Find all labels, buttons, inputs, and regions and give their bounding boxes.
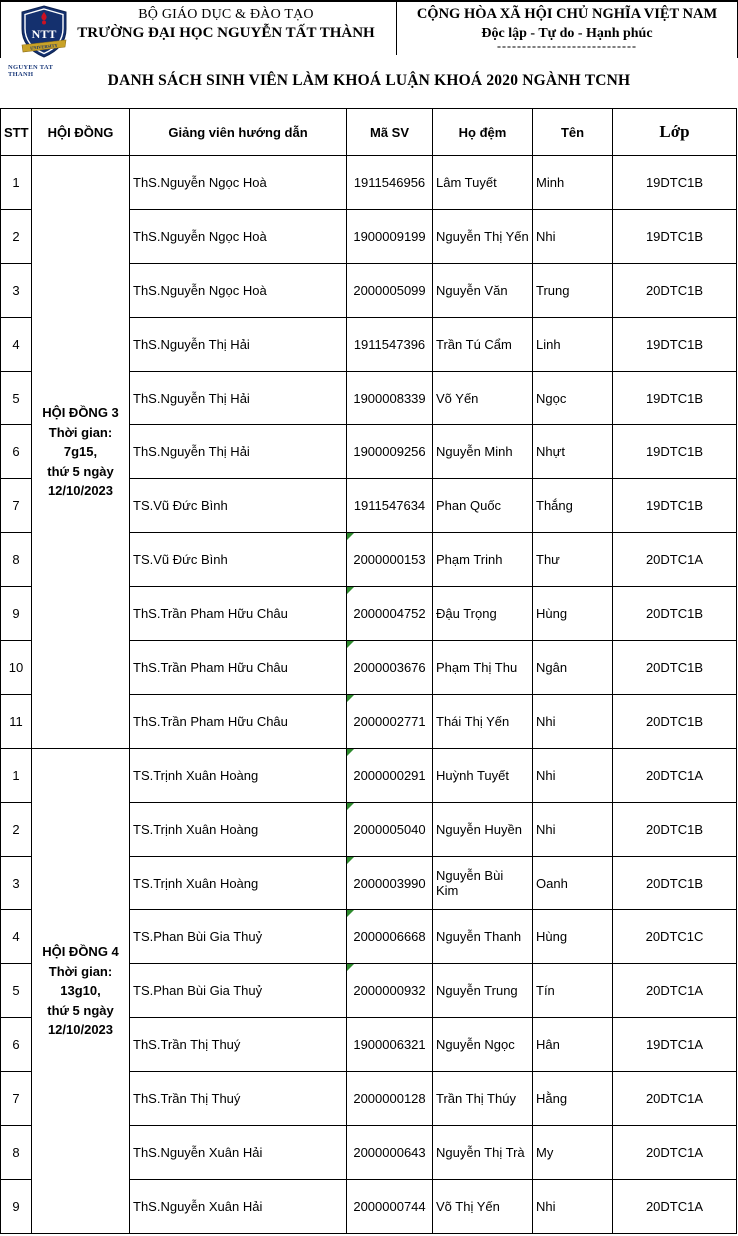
- firstname-cell: Nhi: [533, 1179, 613, 1233]
- error-flag-icon: [347, 749, 354, 756]
- letterhead: [0, 0, 738, 78]
- stt-cell: 6: [1, 425, 32, 479]
- stt-cell: 2: [1, 209, 32, 263]
- class-cell: 20DTC1C: [613, 910, 737, 964]
- council-cell: [32, 748, 130, 1233]
- advisor-cell: ThS.Nguyễn Thị Hải: [130, 425, 347, 479]
- student-id-cell: 2000005099: [347, 263, 433, 317]
- error-flag-icon: [347, 533, 354, 540]
- republic-block: [397, 6, 737, 53]
- error-flag-icon: [347, 910, 354, 917]
- stt-cell: 7: [1, 1072, 32, 1126]
- stt-cell: 5: [1, 371, 32, 425]
- table-row: [1, 748, 737, 802]
- class-cell: 20DTC1B: [613, 587, 737, 641]
- svg-text:UNIVERSITY: UNIVERSITY: [29, 42, 58, 51]
- republic-motto-line1: CỘNG HÒA XÃ HỘI CHỦ NGHĨA VIỆT NAM: [416, 6, 718, 22]
- table-row: [1, 156, 737, 210]
- student-id-cell: 2000000744: [347, 1179, 433, 1233]
- stt-cell: 9: [1, 587, 32, 641]
- firstname-cell: Nhựt: [533, 425, 613, 479]
- council-line-5: 12/10/2023: [47, 483, 114, 499]
- advisor-cell: ThS.Nguyễn Xuân Hải: [130, 1179, 347, 1233]
- class-cell: 19DTC1B: [613, 425, 737, 479]
- council-line-1: HỘI ĐỒNG 3: [42, 405, 119, 421]
- advisor-cell: ThS.Nguyễn Ngọc Hoà: [130, 209, 347, 263]
- advisor-cell: TS.Trịnh Xuân Hoàng: [130, 802, 347, 856]
- column-header-3: Giảng viên hướng dẫn: [130, 109, 347, 156]
- column-header-7: Lớp: [613, 109, 737, 156]
- advisor-cell: ThS.Trần Thị Thuý: [130, 1018, 347, 1072]
- table-body: [1, 156, 737, 1234]
- lastname-cell: Đậu Trọng: [433, 587, 533, 641]
- class-cell: 20DTC1B: [613, 263, 737, 317]
- advisor-cell: ThS.Nguyễn Thị Hải: [130, 371, 347, 425]
- class-cell: 20DTC1B: [613, 641, 737, 695]
- lastname-cell: Nguyễn Huyền: [433, 802, 533, 856]
- firstname-cell: Trung: [533, 263, 613, 317]
- stt-cell: 8: [1, 533, 32, 587]
- advisor-cell: TS.Vũ Đức Bình: [130, 533, 347, 587]
- lastname-cell: Nguyễn Trung: [433, 964, 533, 1018]
- student-id-cell: 1900008339: [347, 371, 433, 425]
- advisor-cell: ThS.Trần Pham Hữu Châu: [130, 587, 347, 641]
- stt-cell: 1: [1, 156, 32, 210]
- student-id-cell: 2000006668: [347, 910, 433, 964]
- stt-cell: 6: [1, 1018, 32, 1072]
- class-cell: 20DTC1A: [613, 1072, 737, 1126]
- council-line-4: thứ 5 ngày: [47, 1002, 114, 1018]
- lastname-cell: Phan Quốc: [433, 479, 533, 533]
- class-cell: 20DTC1A: [613, 533, 737, 587]
- student-id-cell: 2000000128: [347, 1072, 433, 1126]
- lastname-cell: Nguyễn Ngọc: [433, 1018, 533, 1072]
- advisor-cell: ThS.Trần Pham Hữu Châu: [130, 641, 347, 695]
- class-cell: 20DTC1A: [613, 1179, 737, 1233]
- student-id-cell: 2000003676: [347, 641, 433, 695]
- class-cell: 19DTC1A: [613, 1018, 737, 1072]
- lastname-cell: Võ Thị Yến: [433, 1179, 533, 1233]
- firstname-cell: My: [533, 1126, 613, 1180]
- stt-cell: 4: [1, 317, 32, 371]
- error-flag-icon: [347, 587, 354, 594]
- firstname-cell: Minh: [533, 156, 613, 210]
- advisor-cell: ThS.Nguyễn Ngọc Hoà: [130, 156, 347, 210]
- student-id-cell: 1911546956: [347, 156, 433, 210]
- svg-text:NTT: NTT: [31, 27, 57, 41]
- error-flag-icon: [347, 857, 354, 864]
- column-header-2: HỘI ĐỒNG: [32, 109, 130, 156]
- firstname-cell: Ngọc: [533, 371, 613, 425]
- council-line-5: 12/10/2023: [47, 1022, 114, 1038]
- stt-cell: 8: [1, 1126, 32, 1180]
- stt-cell: 9: [1, 1179, 32, 1233]
- lastname-cell: Nguyễn Văn: [433, 263, 533, 317]
- class-cell: 20DTC1A: [613, 748, 737, 802]
- stt-cell: 10: [1, 641, 32, 695]
- class-cell: 20DTC1B: [613, 802, 737, 856]
- student-table: [0, 108, 737, 1234]
- lastname-cell: Nguyễn Minh: [433, 425, 533, 479]
- error-flag-icon: [347, 803, 354, 810]
- council-line-1: HỘI ĐỒNG 4: [42, 944, 119, 960]
- firstname-cell: Nhi: [533, 209, 613, 263]
- lastname-cell: Phạm Trinh: [433, 533, 533, 587]
- ministry-block: [61, 7, 391, 42]
- stt-cell: 3: [1, 263, 32, 317]
- student-id-cell: 1911547396: [347, 317, 433, 371]
- lastname-cell: Trần Thị Thúy: [433, 1072, 533, 1126]
- column-header-5: Họ đệm: [433, 109, 533, 156]
- column-header-6: Tên: [533, 109, 613, 156]
- advisor-cell: TS.Vũ Đức Bình: [130, 479, 347, 533]
- firstname-cell: Thư: [533, 533, 613, 587]
- lastname-cell: Võ Yến: [433, 371, 533, 425]
- firstname-cell: Hằng: [533, 1072, 613, 1126]
- firstname-cell: Nhi: [533, 802, 613, 856]
- lastname-cell: Nguyễn Bùi Kim: [433, 856, 533, 910]
- lastname-cell: Nguyễn Thị Trà: [433, 1126, 533, 1180]
- student-id-cell: 2000003990: [347, 856, 433, 910]
- lastname-cell: Nguyễn Thị Yến: [433, 209, 533, 263]
- advisor-cell: TS.Trịnh Xuân Hoàng: [130, 748, 347, 802]
- logo-caption: NGUYEN TAT THANH: [8, 64, 53, 78]
- class-cell: 19DTC1B: [613, 317, 737, 371]
- column-header-4: Mã SV: [347, 109, 433, 156]
- table-header-row: [1, 109, 737, 156]
- student-id-cell: 1900009199: [347, 209, 433, 263]
- stt-cell: 7: [1, 479, 32, 533]
- class-cell: 19DTC1B: [613, 156, 737, 210]
- advisor-cell: TS.Phan Bùi Gia Thuỷ: [130, 964, 347, 1018]
- class-cell: 19DTC1B: [613, 209, 737, 263]
- student-id-cell: 1900009256: [347, 425, 433, 479]
- lastname-cell: Thái Thị Yến: [433, 694, 533, 748]
- advisor-cell: TS.Trịnh Xuân Hoàng: [130, 856, 347, 910]
- class-cell: 19DTC1B: [613, 479, 737, 533]
- student-id-cell: 2000002771: [347, 694, 433, 748]
- column-header-1: STT: [1, 109, 32, 156]
- advisor-cell: ThS.Nguyễn Xuân Hải: [130, 1126, 347, 1180]
- stt-cell: 3: [1, 856, 32, 910]
- ministry-line: BỘ GIÁO DỤC & ĐÀO TẠO: [138, 7, 314, 22]
- firstname-cell: Oanh: [533, 856, 613, 910]
- advisor-cell: ThS.Nguyễn Ngọc Hoà: [130, 263, 347, 317]
- class-cell: 20DTC1B: [613, 694, 737, 748]
- advisor-cell: ThS.Trần Pham Hữu Châu: [130, 694, 347, 748]
- firstname-cell: Hùng: [533, 587, 613, 641]
- advisor-cell: ThS.Nguyễn Thị Hải: [130, 317, 347, 371]
- republic-motto-line2: Độc lập - Tự do - Hạnh phúc: [481, 26, 653, 41]
- firstname-cell: Linh: [533, 317, 613, 371]
- student-id-cell: 2000005040: [347, 802, 433, 856]
- stt-cell: 1: [1, 748, 32, 802]
- table-header: [1, 109, 737, 156]
- firstname-cell: Nhi: [533, 694, 613, 748]
- stt-cell: 4: [1, 910, 32, 964]
- council-line-3: 13g10,: [60, 983, 101, 999]
- class-cell: 19DTC1B: [613, 371, 737, 425]
- council-line-2: Thời gian:: [48, 424, 113, 440]
- stt-cell: 2: [1, 802, 32, 856]
- student-id-cell: 2000000153: [347, 533, 433, 587]
- student-id-cell: 1900006321: [347, 1018, 433, 1072]
- student-id-cell: 2000000643: [347, 1126, 433, 1180]
- lastname-cell: Phạm Thị Thu: [433, 641, 533, 695]
- council-line-2: Thời gian:: [48, 963, 113, 979]
- student-id-cell: 2000000932: [347, 964, 433, 1018]
- student-id-cell: 1911547634: [347, 479, 433, 533]
- page-title: DANH SÁCH SINH VIÊN LÀM KHOÁ LUẬN KHOÁ 2020 NGÀNH TCNH: [107, 72, 631, 89]
- lastname-cell: Trần Tú Cẩm: [433, 317, 533, 371]
- class-cell: 20DTC1B: [613, 856, 737, 910]
- firstname-cell: Tín: [533, 964, 613, 1018]
- university-name: TRƯỜNG ĐẠI HỌC NGUYỄN TẤT THÀNH: [77, 25, 375, 41]
- advisor-cell: TS.Phan Bùi Gia Thuỷ: [130, 910, 347, 964]
- error-flag-icon: [347, 695, 354, 702]
- firstname-cell: Nhi: [533, 748, 613, 802]
- lastname-cell: Lâm Tuyết: [433, 156, 533, 210]
- motto-divider: ----------------------------: [497, 39, 637, 53]
- error-flag-icon: [347, 964, 354, 971]
- student-id-cell: 2000004752: [347, 587, 433, 641]
- error-flag-icon: [347, 641, 354, 648]
- firstname-cell: Ngân: [533, 641, 613, 695]
- class-cell: 20DTC1A: [613, 964, 737, 1018]
- council-cell: [32, 156, 130, 749]
- advisor-cell: ThS.Trần Thị Thuý: [130, 1072, 347, 1126]
- class-cell: 20DTC1A: [613, 1126, 737, 1180]
- lastname-cell: Nguyễn Thanh: [433, 910, 533, 964]
- firstname-cell: Hân: [533, 1018, 613, 1072]
- firstname-cell: Hùng: [533, 910, 613, 964]
- stt-cell: 5: [1, 964, 32, 1018]
- council-line-4: thứ 5 ngày: [47, 463, 114, 479]
- lastname-cell: Huỳnh Tuyết: [433, 748, 533, 802]
- council-line-3: 7g15,: [63, 444, 98, 460]
- student-id-cell: 2000000291: [347, 748, 433, 802]
- stt-cell: 11: [1, 694, 32, 748]
- firstname-cell: Thắng: [533, 479, 613, 533]
